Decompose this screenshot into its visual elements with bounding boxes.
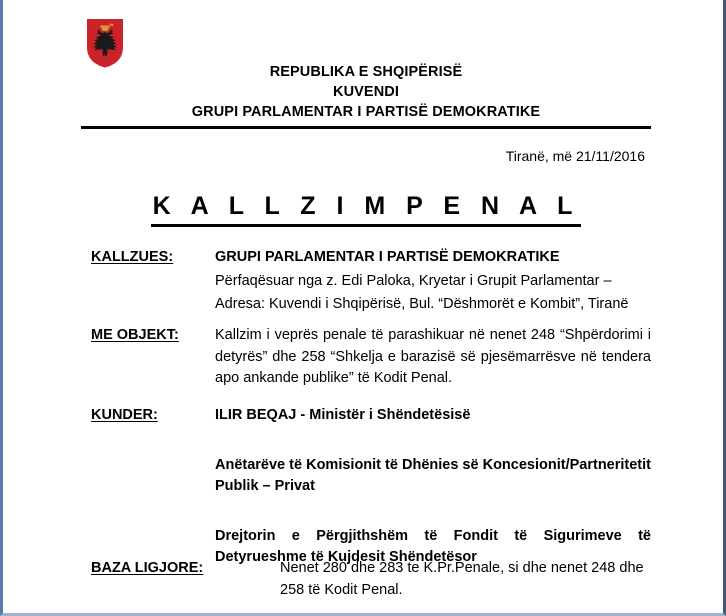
baza-ligjore-paragraph: Nenet 280 dhe 283 te K.Pr.Penale, si dhe nenet 248 dhe 258 të Kodit Penal. <box>280 560 644 598</box>
section-body-me-objekt <box>215 325 651 390</box>
page-title <box>81 192 651 227</box>
kunder-paragraph-3: Drejtorin e Përgjithshëm të Fondit të Sigurimeve të Detyrueshme të Kujdesit Shëndetësor <box>215 527 651 565</box>
document-sheet <box>3 0 723 613</box>
section-kunder <box>91 405 651 569</box>
section-label-baza-ligjore: BAZA LIGJORE: <box>91 560 204 576</box>
kallzues-line-1: GRUPI PARLAMENTAR I PARTISË DEMOKRATIKE <box>215 249 560 265</box>
section-label-me-objekt: ME OBJEKT: <box>91 327 179 343</box>
header-line-group: GRUPI PARLAMENTAR I PARTISË DEMOKRATIKE <box>191 104 541 120</box>
document-header <box>81 62 651 122</box>
page-title-text: K A L L Z I M P E N A L <box>151 192 582 227</box>
kunder-paragraph-2: Anëtarëve të Komisionit të Dhënies së Koncesionit/Partneritetit Publik – Privat <box>215 456 651 494</box>
section-me-objekt <box>91 325 651 390</box>
section-baza-ligjore <box>91 558 651 601</box>
section-body-kunder <box>215 405 651 569</box>
section-kallzues <box>91 247 651 316</box>
section-body-kallzues <box>215 247 651 316</box>
header-line-assembly: KUVENDI <box>333 84 399 100</box>
me-objekt-paragraph: Kallzim i veprës penale të parashikuar në nenet 248 “Shpërdorimi i detyrës” dhe 258 “Shkelja e barazisë së pjesëmarrësve në tendera apo ankande publike” të Kodit Penal. <box>215 327 651 386</box>
section-body-baza-ligjore <box>258 558 651 601</box>
section-label-kallzues: KALLZUES: <box>91 249 174 265</box>
kallzues-line-2: Përfaqësuar nga z. Edi Paloka, Kryetar i Grupit Parlamentar – <box>215 272 612 289</box>
date-line: Tiranë, më 21/11/2016 <box>505 148 645 164</box>
header-divider <box>81 126 651 129</box>
kallzues-line-3: Adresa: Kuvendi i Shqipërisë, Bul. “Dëshmorët e Kombit”, Tiranë <box>215 296 629 312</box>
header-line-republic: REPUBLIKA E SHQIPËRISË <box>269 64 463 80</box>
section-label-kunder: KUNDER: <box>91 407 158 423</box>
kunder-paragraph-1: ILIR BEQAJ - Ministër i Shëndetësisë <box>215 407 471 423</box>
